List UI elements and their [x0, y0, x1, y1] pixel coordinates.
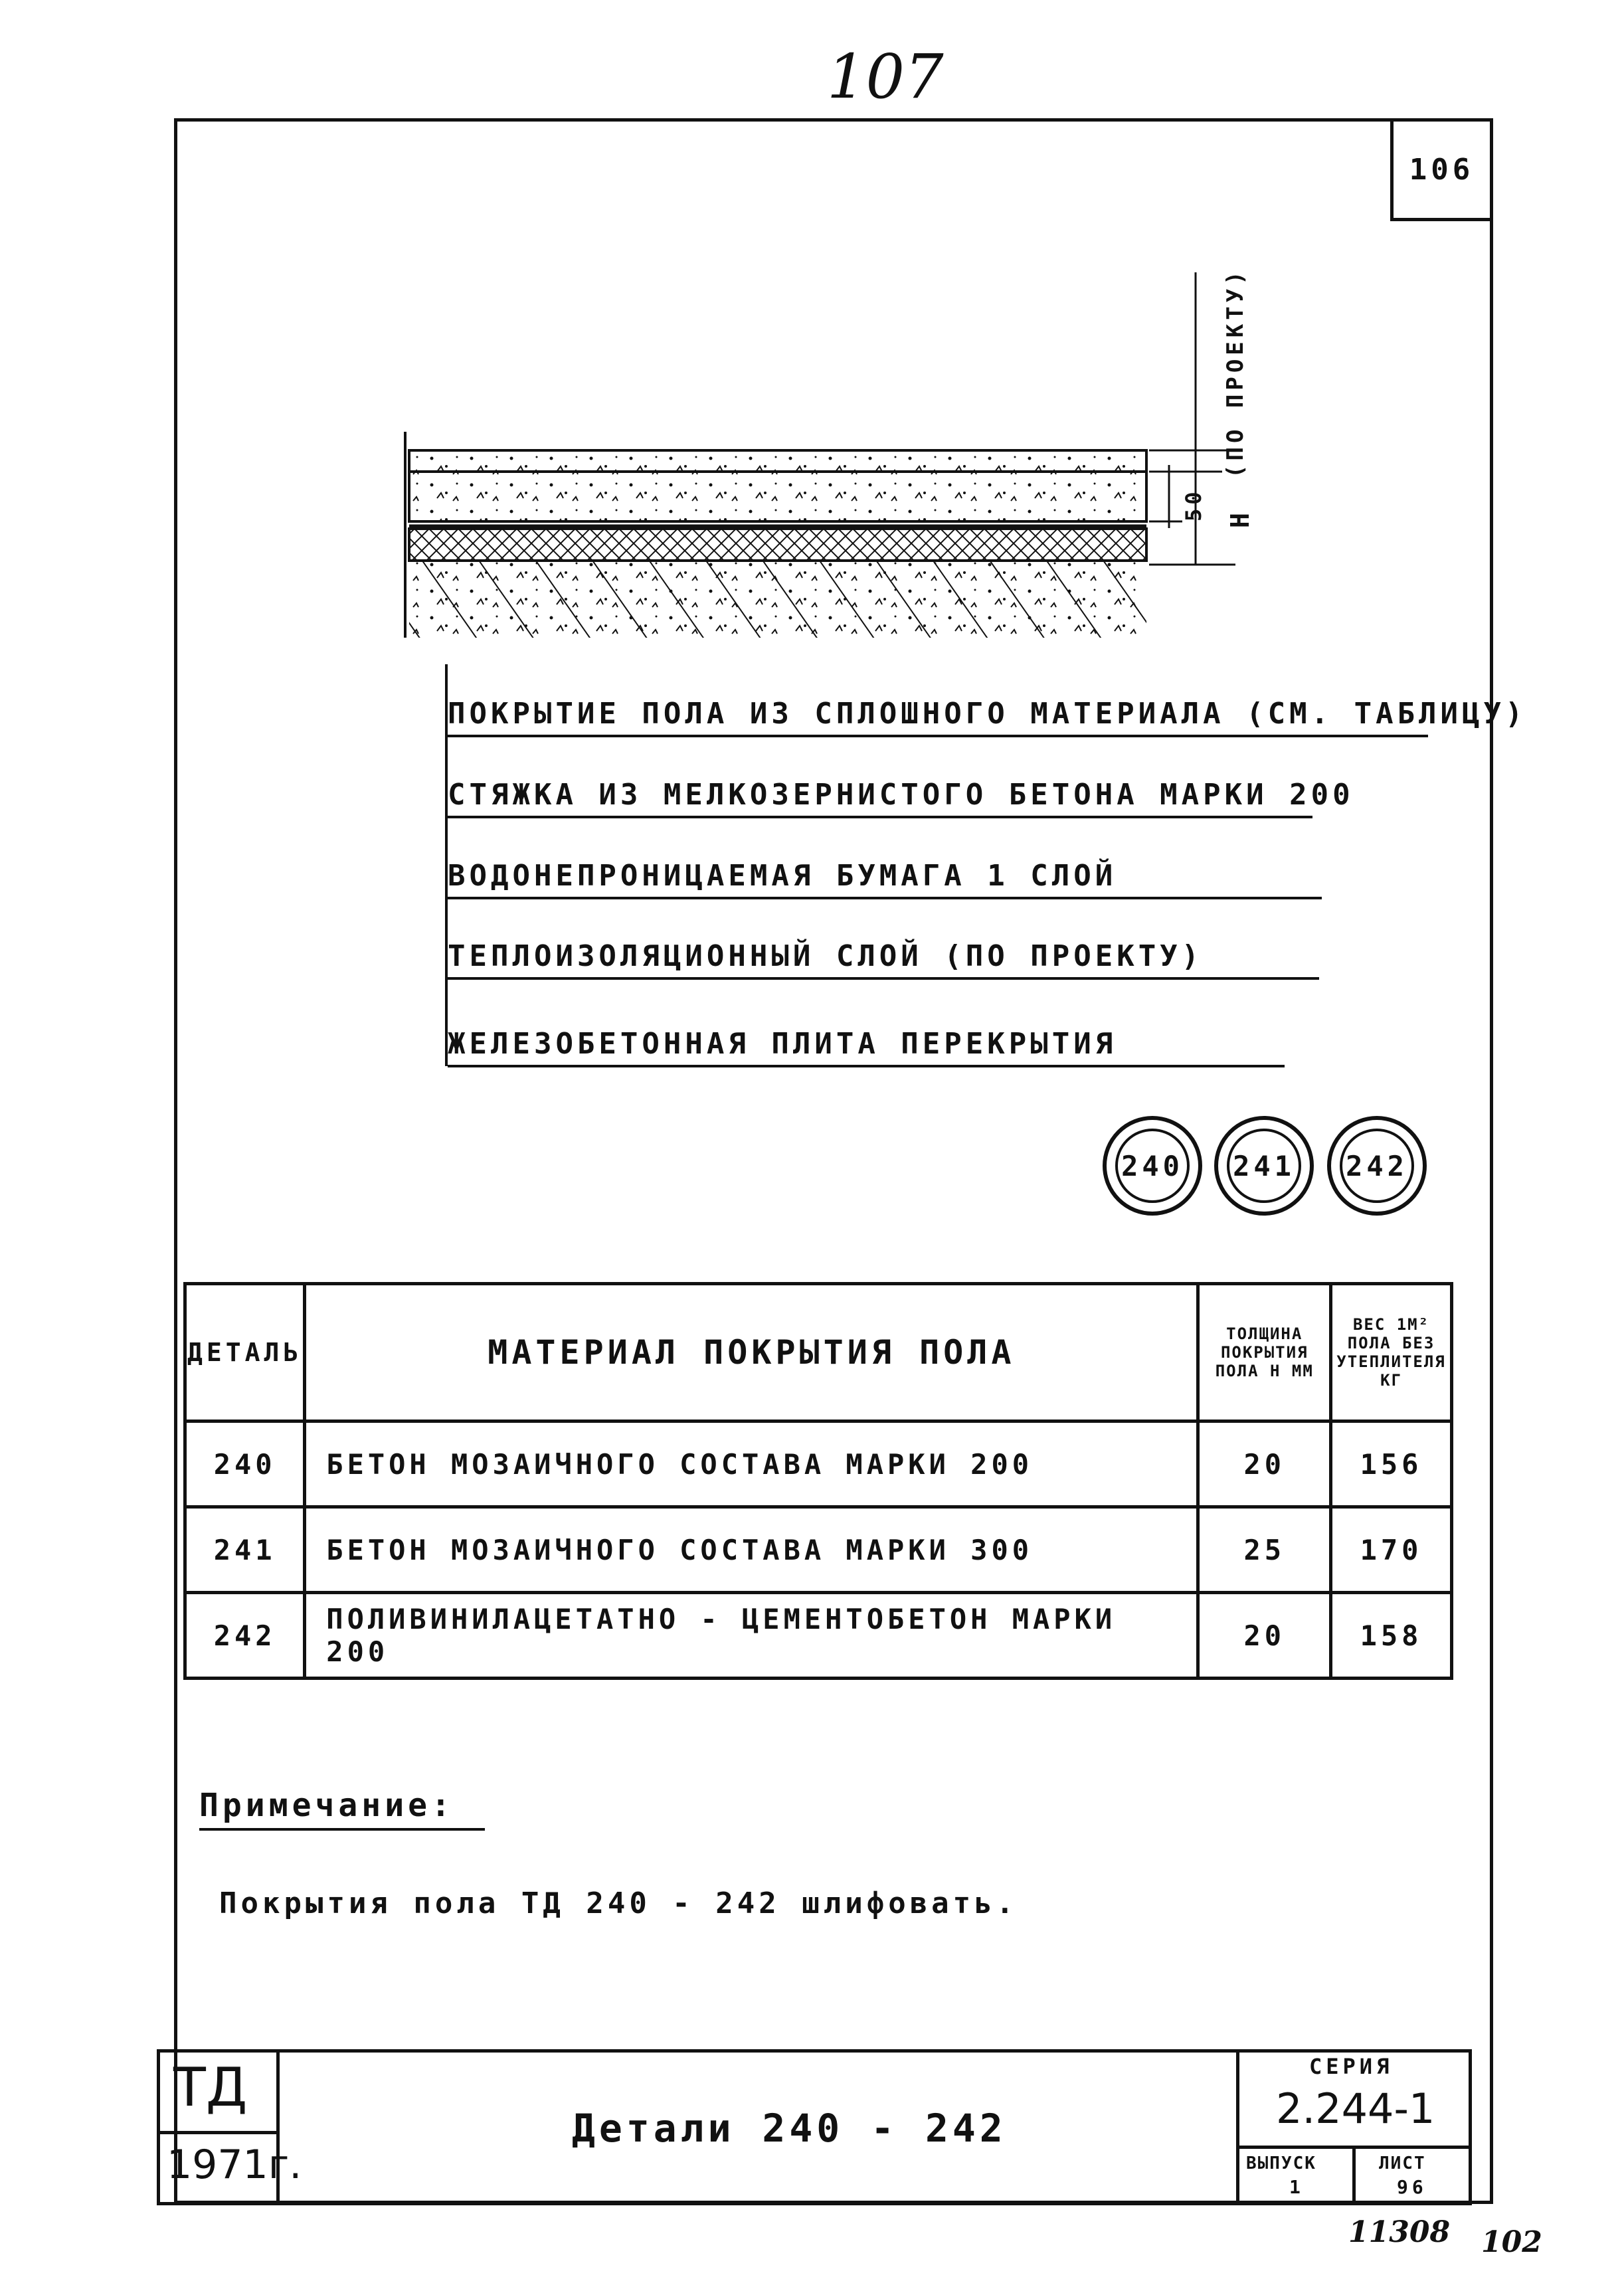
stamp-sheet: 96 — [1397, 2176, 1427, 2198]
stamp-series: 2.244-1 — [1276, 2084, 1435, 2133]
cell-weight: 170 — [1331, 1507, 1452, 1593]
table-row — [185, 1593, 1452, 1679]
note-title: Примечание: — [199, 1787, 485, 1831]
cell-thickness: 25 — [1198, 1507, 1331, 1593]
dim-label-h: Н — [1225, 509, 1255, 528]
stamp-issue-label: ВЫПУСК — [1246, 2154, 1316, 2173]
cell-detail: 242 — [185, 1593, 305, 1679]
bottom-handwritten-number-2: 102 — [1481, 2225, 1542, 2259]
note-text: Покрытия пола ТД 240 - 242 шлифовать. — [219, 1886, 1018, 1920]
stamp-issue: 1 — [1289, 2176, 1305, 2198]
title-block — [157, 2049, 1472, 2205]
stamp-right-vline — [1352, 2146, 1356, 2203]
cell-weight: 158 — [1331, 1593, 1452, 1679]
header-thickness: ТОЛЩИНА ПОКРЫТИЯ ПОЛА H ММ — [1198, 1284, 1331, 1421]
cell-detail: 241 — [185, 1507, 305, 1593]
materials-table — [183, 1282, 1453, 1680]
header-material: МАТЕРИАЛ ПОКРЫТИЯ ПОЛА — [305, 1284, 1198, 1421]
layer-insulation — [409, 529, 1146, 561]
table-row — [185, 1507, 1452, 1593]
layer-screed — [409, 472, 1146, 521]
stamp-org: ТД — [173, 2057, 248, 2118]
cell-weight: 156 — [1331, 1421, 1452, 1507]
header-weight: ВЕС 1М² ПОЛА БЕЗ УТЕПЛИТЕЛЯ КГ — [1331, 1284, 1452, 1421]
cell-thickness: 20 — [1198, 1593, 1331, 1679]
layer-label-covering: ПОКРЫТИЕ ПОЛА ИЗ СПЛОШНОГО МАТЕРИАЛА (СМ. ТАБЛИЦУ) — [448, 691, 1428, 737]
layer-label-screed: СТЯЖКА ИЗ МЕЛКОЗЕРНИСТОГО БЕТОНА МАРКИ 200 — [448, 772, 1312, 818]
stamp-year: 1971г. — [167, 2142, 302, 2188]
cell-thickness: 20 — [1198, 1421, 1331, 1507]
dim-label-project: (ПО ПРОЕКТУ) — [1222, 267, 1249, 478]
cell-material: БЕТОН МОЗАИЧНОГО СОСТАВА МАРКИ 200 — [305, 1421, 1198, 1507]
layer-label-slab: ЖЕЛЕЗОБЕТОННАЯ ПЛИТА ПЕРЕКРЫТИЯ — [448, 1021, 1285, 1067]
detail-circle-240: 240 — [1103, 1116, 1202, 1216]
detail-circle-241: 241 — [1214, 1116, 1314, 1216]
sheet-number-box — [1390, 118, 1493, 221]
header-detail: ДЕТАЛЬ — [185, 1284, 305, 1421]
stamp-sheet-label: ЛИСТ — [1379, 2154, 1426, 2173]
layer-label-insulation: ТЕПЛОИЗОЛЯЦИОННЫЙ СЛОЙ (ПО ПРОЕКТУ) — [448, 933, 1319, 980]
cell-detail: 240 — [185, 1421, 305, 1507]
table-header-row — [185, 1284, 1452, 1421]
stamp-series-label: СЕРИЯ — [1309, 2054, 1394, 2079]
stamp-left-hline — [160, 2131, 276, 2134]
detail-circle-242: 242 — [1327, 1116, 1427, 1216]
layer-label-paper: ВОДОНЕПРОНИЦАЕМАЯ БУМАГА 1 СЛОЙ — [448, 853, 1322, 899]
table-row — [185, 1421, 1452, 1507]
stamp-title: Детали 240 - 242 — [572, 2106, 1007, 2151]
sheet-number: 106 — [1409, 153, 1475, 187]
floor-section-drawing — [385, 266, 1328, 664]
handwritten-page-number: 107 — [827, 41, 944, 112]
layer-covering — [409, 450, 1146, 472]
dim-label-50: 50 — [1181, 488, 1206, 521]
cell-material: БЕТОН МОЗАИЧНОГО СОСТАВА МАРКИ 300 — [305, 1507, 1198, 1593]
cell-material: ПОЛИВИНИЛАЦЕТАТНО - ЦЕМЕНТОБЕТОН МАРКИ 200 — [305, 1593, 1198, 1679]
bottom-handwritten-number: 11308 — [1348, 2215, 1451, 2249]
stamp-right-divider — [1236, 2053, 1239, 2203]
